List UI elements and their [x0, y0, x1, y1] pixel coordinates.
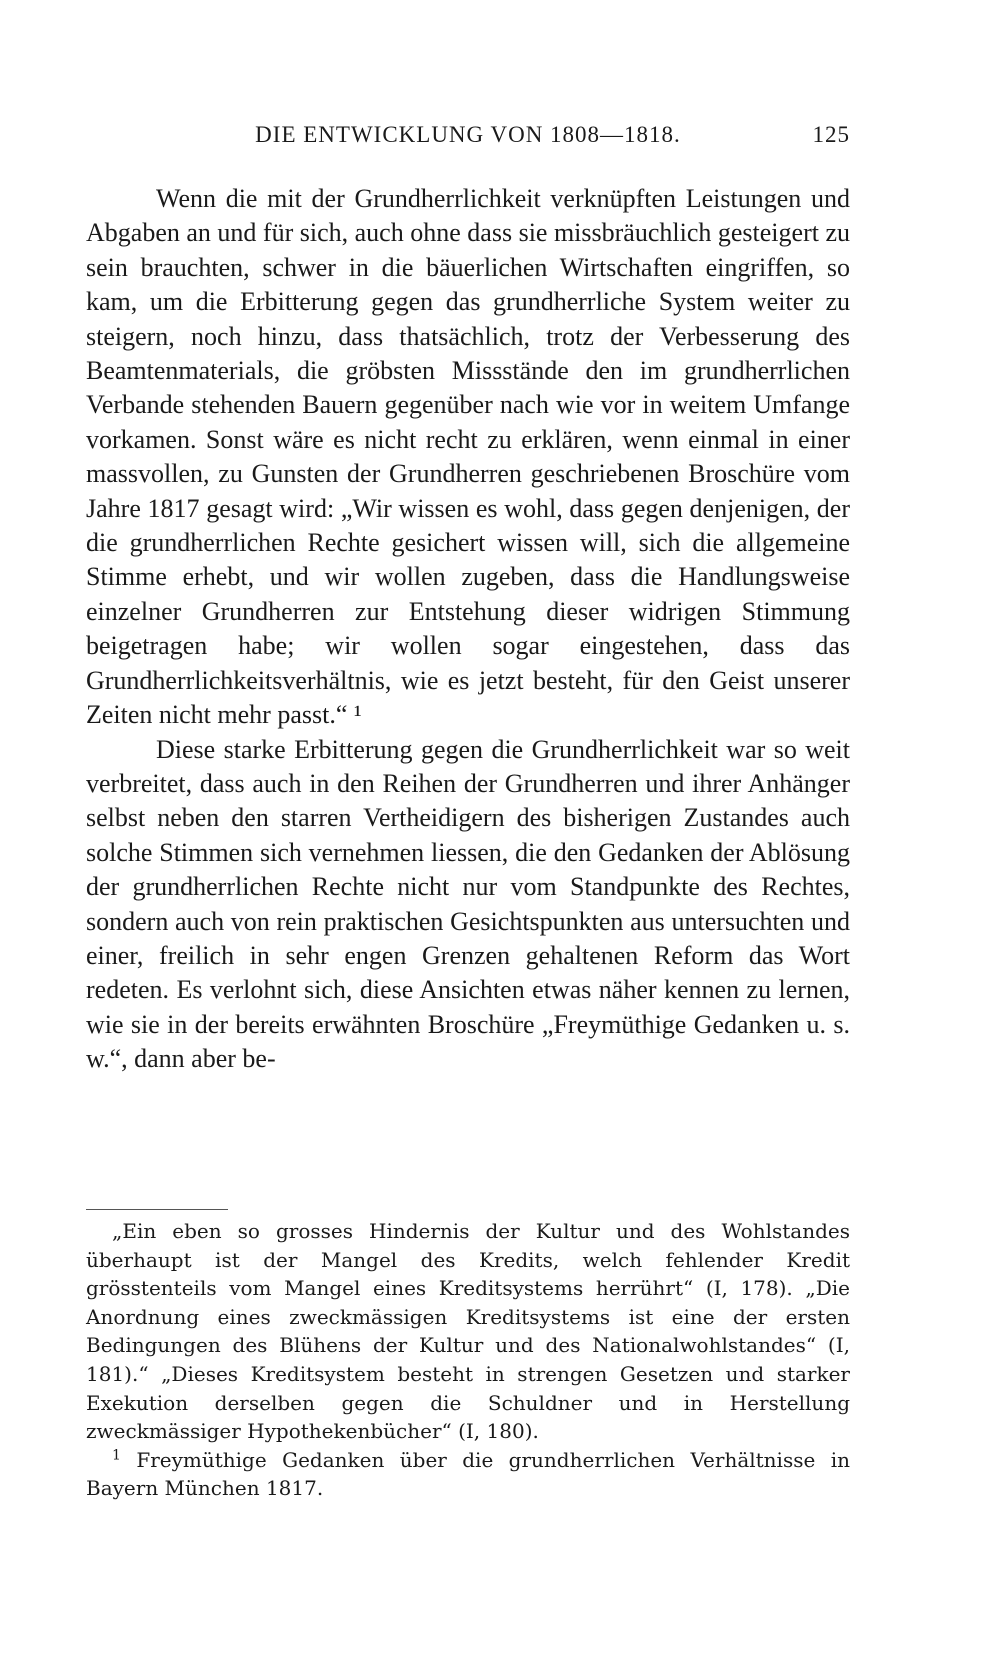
footnote-marker: 1 — [112, 1447, 121, 1464]
paragraph: Wenn die mit der Grundherrlichkeit verknüpften Leistungen und Abgaben an und für sich, auch ohne dass sie missbräuchlich gesteigert zu sein brauchten, schwer in die bäuerlichen Wirtschaften eingriffen, so kam, um die Erbitterung gegen das grundherrliche System weiter zu steigern, noch hinzu, dass thatsächlich, trotz der Verbesserung des Beamtenmaterials, die gröbsten Missstände den im grundherrlichen Verbande stehenden Bauern gegenüber nach wie vor in weitem Umfange vorkamen. Sonst wäre es nicht recht zu erklären, wenn einmal in einer massvollen, zu Gunsten der Grundherren geschriebenen Broschüre vom Jahre 1817 gesagt wird: „Wir wissen es wohl, dass gegen denjenigen, der die grundherrlichen Rechte gesichert wissen will, sich die allgemeine Stimme erhebt, und wir wollen zugeben, dass die Handlungsweise einzelner Grundherren zur Entstehung dieser widrigen Stimmung beigetragen habe; wir wollen sogar eingestehen, dass das Grundherrlichkeitsverhältnis, wie es jetzt besteht, für den Geist unserer Zeiten nicht mehr passt.“ ¹ — [86, 184, 850, 730]
footnote-divider — [86, 1209, 228, 1210]
running-title: DIE ENTWICKLUNG VON 1808—1818. — [255, 122, 681, 147]
body-text — [86, 182, 850, 1077]
footnotes — [86, 1217, 850, 1503]
page-number: 125 — [812, 122, 850, 147]
footnote-1 — [86, 1446, 850, 1503]
running-head — [86, 122, 850, 156]
footnote-continued: „Ein eben so grosses Hindernis der Kultur und des Wohlstandes überhaupt ist der Mangel des Kredits, welch fehlender Kredit grösstenteils vom Mangel eines Kreditsystems herrührt“ (I, 178). „Die Anordnung eines zweckmässigen Kreditsystems ist eine der ersten Bedingungen des Blühens der Kultur und des Nationalwohlstandes“ (I, 181).“ „Dieses Kreditsystem besteht in strengen Gesetzen und starker Exekution derselben gegen die Schuldner und in Herstellung zweckmässiger Hypothekenbücher“ (I, 180). — [86, 1219, 850, 1444]
footnote-text: Freymüthige Gedanken über die grundherrlichen Verhältnisse in Bayern München 1817. — [86, 1447, 851, 1501]
paragraph: Diese starke Erbitterung gegen die Grundherrlichkeit war so weit verbreitet, dass auch in den Reihen der Grundherren und ihrer Anhänger selbst neben den starren Vertheidigern des bisherigen Zustandes auch solche Stimmen sich vernehmen liessen, die den Gedanken der Ablösung der grundherrlichen Rechte nicht nur vom Standpunkte des Rechtes, sondern auch von rein praktischen Gesichtspunkten aus untersuchten und einer, freilich in sehr engen Grenzen gehaltenen Reform das Wort redeten. Es verlohnt sich, diese Ansichten etwas näher kennen zu lernen, wie sie in der bereits erwähnten Broschüre „Freymüthige Gedanken u. s. w.“, dann aber be- — [86, 734, 850, 1074]
